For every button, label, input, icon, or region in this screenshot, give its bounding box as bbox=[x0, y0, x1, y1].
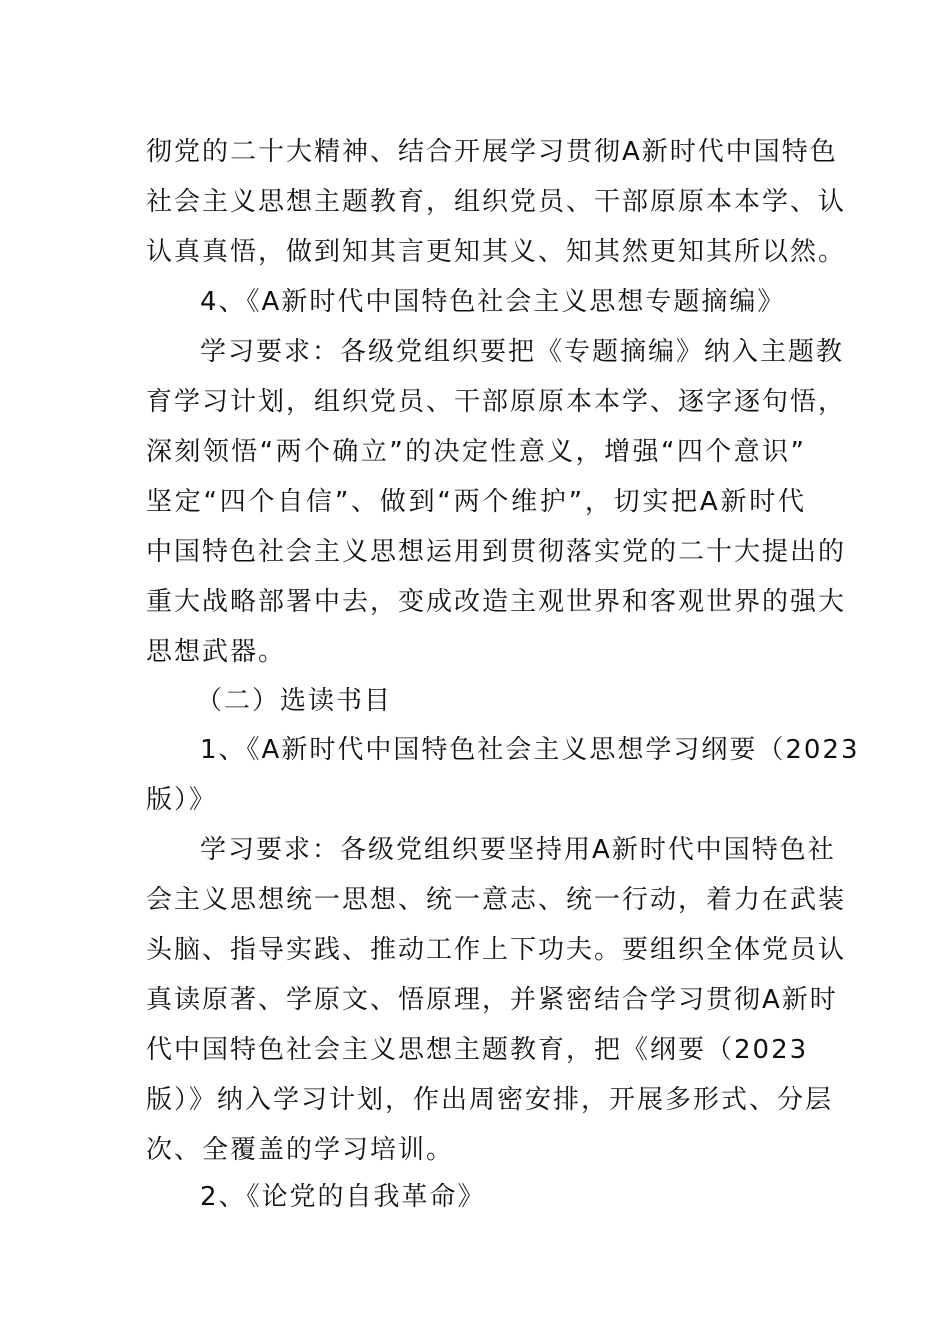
text-line: 育学习计划，组织党员、干部原原本本学、逐字逐句悟， bbox=[146, 387, 847, 417]
section-heading: 2、《论党的自我革命》 bbox=[200, 1182, 486, 1212]
text-line: 学习要求：各级党组织要坚持用A新时代中国特色社 bbox=[200, 835, 836, 865]
text-line: 真读原著、学原文、悟原理，并紧密结合学习贯彻A新时 bbox=[146, 985, 838, 1015]
text-line: 彻党的二十大精神、结合开展学习贯彻A新时代中国特色 bbox=[146, 137, 838, 167]
text-line: 重大战略部署中去，变成改造主观世界和客观世界的强大 bbox=[146, 587, 847, 617]
text-line: 版）》纳入学习计划，作出周密安排，开展多形式、分层 bbox=[146, 1085, 834, 1115]
text-line: 代中国特色社会主义思想主题教育，把《纲要（2023 bbox=[146, 1035, 809, 1065]
text-line: 认真真悟，做到知其言更知其义、知其然更知其所以然。 bbox=[146, 237, 847, 267]
text-line: 社会主义思想主题教育，组织党员、干部原原本本学、认 bbox=[146, 187, 847, 217]
text-line: 坚定“四个自信”、做到“两个维护”，切实把A新时代 bbox=[146, 487, 806, 517]
subsection-heading: （二）选读书目 bbox=[196, 686, 393, 716]
text-line: 头脑、指导实践、推动工作上下功夫。要组织全体党员认 bbox=[146, 935, 847, 965]
text-line: 思想武器。 bbox=[146, 637, 287, 667]
text-line: 学习要求：各级党组织要把《专题摘编》纳入主题教 bbox=[200, 337, 845, 367]
text-line: 深刻领悟“两个确立”的决定性意义，增强“四个意识” bbox=[146, 437, 806, 467]
text-line: 次、全覆盖的学习培训。 bbox=[146, 1135, 455, 1165]
section-heading: 4、《A新时代中国特色社会主义思想专题摘编》 bbox=[200, 287, 786, 317]
section-heading: 1、《A新时代中国特色社会主义思想学习纲要（2023 bbox=[200, 735, 860, 765]
text-line: 会主义思想统一思想、统一意志、统一行动，着力在武装 bbox=[146, 885, 847, 915]
text-line: 版）》 bbox=[146, 785, 218, 815]
text-line: 中国特色社会主义思想运用到贯彻落实党的二十大提出的 bbox=[146, 537, 847, 567]
